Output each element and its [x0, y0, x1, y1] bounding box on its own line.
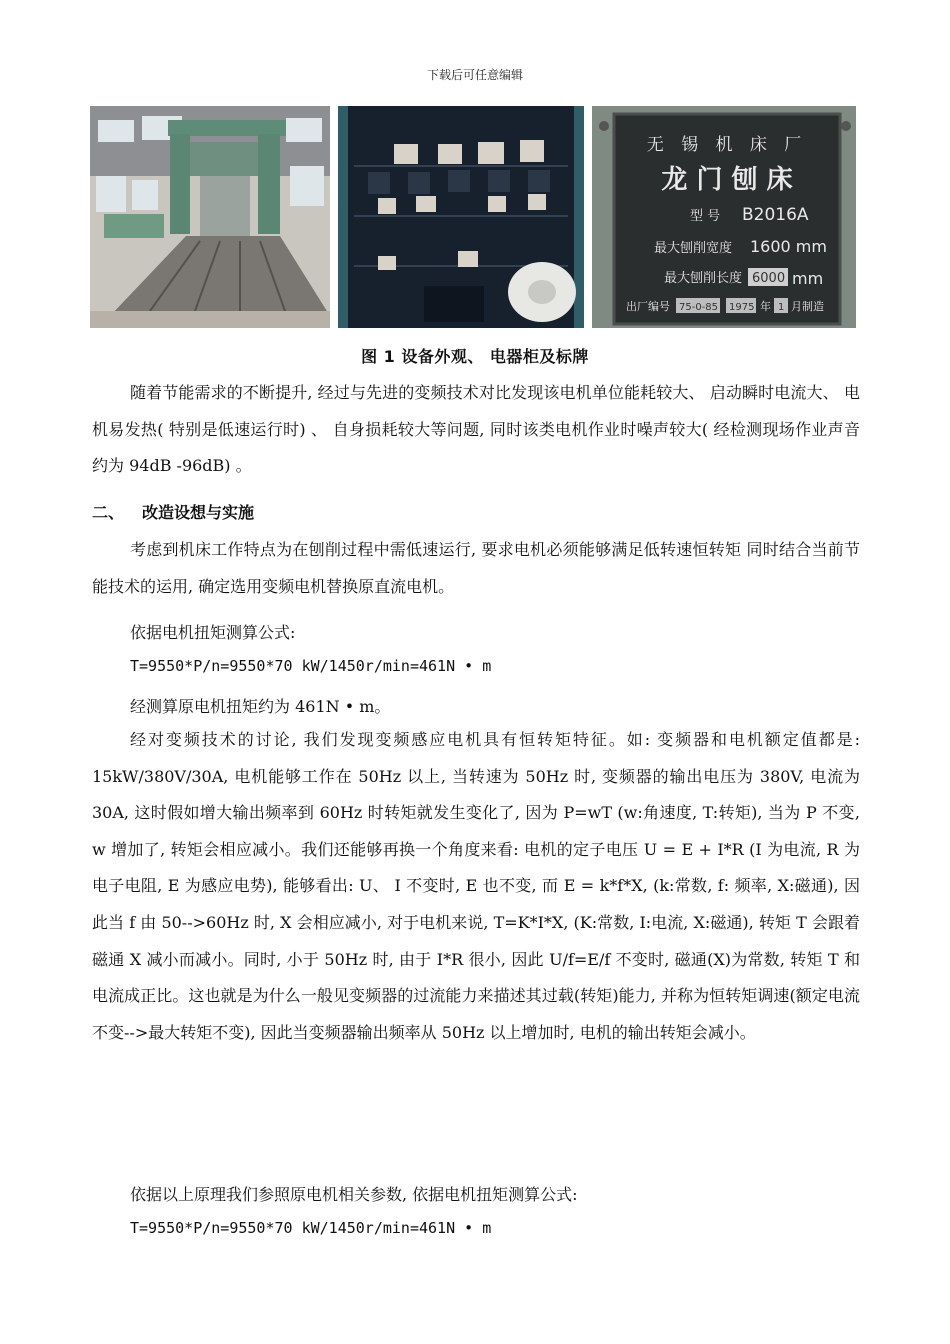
plate-serial-value: 75-0-85 — [679, 302, 719, 313]
plate-length-unit: mm — [792, 269, 824, 288]
plate-length-value: 6000 — [752, 271, 786, 286]
formula-1: T=9550*P/n=9550*70 kW/1450r/min=461N • m — [130, 657, 492, 675]
plate-factory: 无 锡 机 床 厂 — [646, 135, 808, 155]
section-heading-2 — [92, 500, 254, 523]
plate-month-label: 月制造 — [791, 300, 824, 313]
plate-width-label: 最大刨削宽度 — [654, 241, 733, 256]
figure-caption: 图 1 设备外观、 电器柜及标牌 — [361, 347, 589, 366]
plate-machine-name: 龙 门 刨 床 — [661, 165, 793, 195]
page-header: 下载后可任意编辑 — [426, 68, 523, 82]
plate-model-value: B2016A — [742, 205, 809, 225]
plate-serial-label: 出厂编号 — [626, 300, 670, 313]
paragraph-design-idea: 考虑到机床工作特点为在刨削过程中需低速运行, 要求电机必须能够满足低转速恒转矩 同时结合当前节能技术的运用, 确定选用变频电机替换原直流电机。 — [92, 540, 860, 596]
section-number: 二、 — [92, 503, 125, 522]
nameplate-photo — [592, 106, 856, 328]
formula-2: T=9550*P/n=9550*70 kW/1450r/min=461N • m — [130, 1219, 492, 1237]
plate-year-value: 1975 — [729, 302, 755, 313]
plate-width-value: 1600 mm — [750, 237, 827, 256]
plate-model-label: 型 号 — [690, 209, 721, 224]
equipment-photo — [90, 106, 330, 328]
paragraph-vfd-analysis: 经对变频技术的讨论, 我们发现变频感应电机具有恒转矩特征。如: 变频器和电机额定值都是: 15kW/380V/30A, 电机能够工作在 50Hz 以上, 当转速为 50Hz 时, 变频器的输出电压为 380V, 电流为 30A, 这时假如增大输出频率到 60Hz 时转矩就发生变化了, 因为 P=wT (w:角速度, T:转矩), 当为 P 不变, w 增加了, 转矩会相应减小。我们还能够再换一个角度来看: 电机的定子电压 U = E + I*R (I 为电流, R 为电子电阻, E 为感应电势), 能够看出: U、 I 不变时, E 也不变, 而 E = k*f*X, (k:常数, f: 频率, X:磁通), 因此当 f 由 50-->60Hz 时, X 会相应减小, 对于电机来说, T=K*I*X, (K:常数, I:电流, X:磁通), 转矩 T 会跟着磁通 X 减小而减小。同时, 小于 50Hz 时, 由于 I*R 很小, 因此 U/f=E/f 不变时, 磁通(X)为常数, 转矩 T 和电流成正比。这也就是为什么一般见变频器的过流能力来描述其过载(转矩)能力, 并称为恒转矩调速(额定电流不变-->最大转矩不变), 因此当变频器输出频率从 50Hz 以上增加时, 电机的输出转矩会减小。 — [92, 730, 860, 1042]
formula-intro-2: 依据以上原理我们参照原电机相关参数, 依据电机扭矩测算公式: — [130, 1185, 578, 1204]
torque-result: 经测算原电机扭矩约为 461N • m。 — [130, 697, 391, 716]
plate-year-label: 年 — [760, 300, 771, 313]
plate-month-value: 1 — [778, 302, 785, 313]
section-title: 改造设想与实施 — [142, 503, 255, 522]
formula-intro-1: 依据电机扭矩测算公式: — [130, 623, 296, 642]
paragraph-energy-issues: 随着节能需求的不断提升, 经过与先进的变频技术对比发现该电机单位能耗较大、 启动瞬时电流大、 电机易发热( 特别是低速运行时) 、 自身损耗较大等问题, 同时该类电机作业时噪声较大( 经检测现场作业声音约为 94dB -96dB) 。 — [92, 383, 860, 476]
electrical-cabinet-photo — [338, 106, 584, 328]
plate-length-label: 最大刨削长度 — [664, 271, 743, 286]
